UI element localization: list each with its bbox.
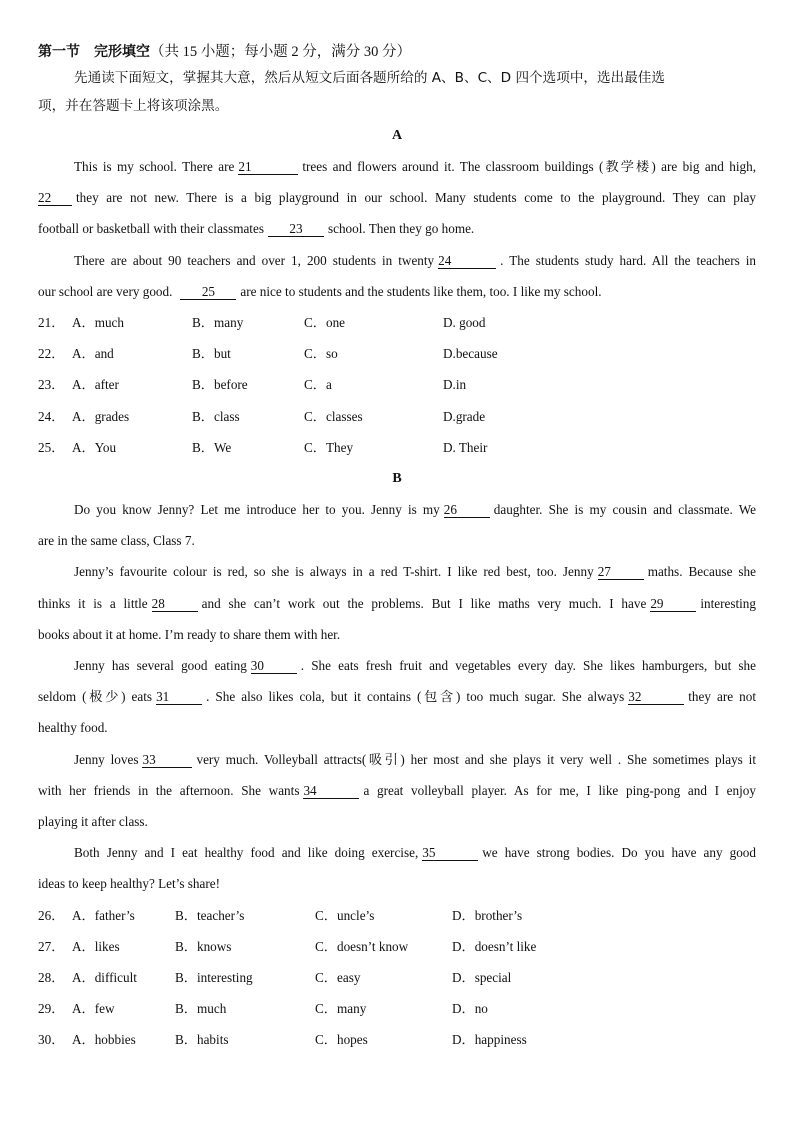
option-b: B．much [175, 1001, 227, 1017]
text: interesting [700, 595, 756, 611]
text: Do you know Jenny? Let me introduce her to you. Jenny is my [74, 501, 440, 517]
option-c: C．so [304, 346, 338, 362]
option-d: D．brother’s [452, 907, 523, 923]
passage-b-title: B [392, 470, 402, 486]
option-a: A．father’s [72, 907, 135, 923]
blank-23: 23 [268, 222, 324, 237]
option-row [38, 993, 756, 1024]
blank-28: 28 [152, 597, 198, 612]
options-b [38, 900, 756, 1056]
option-a: A．after [72, 377, 119, 393]
blank-21: 21 [238, 160, 298, 175]
option-c: C．doesn’t know [315, 938, 409, 954]
question-number: 28． [38, 969, 65, 985]
option-d: D. Their [443, 439, 488, 455]
passage-a-line-5 [38, 276, 756, 307]
passage-a-line-1 [38, 151, 756, 182]
option-a: A．few [72, 1001, 115, 1017]
question-number: 27． [38, 938, 65, 954]
option-a: A．likes [72, 938, 120, 954]
text: seldom (极少) eats [38, 689, 153, 705]
option-row [38, 900, 756, 931]
option-d: D.in [443, 377, 467, 393]
text: Jenny loves [74, 751, 139, 767]
passage-b-line-8: healthy food. [38, 720, 108, 736]
section-heading [38, 40, 756, 64]
option-b: B．many [192, 315, 244, 331]
option-c: C．classes [304, 408, 363, 424]
blank-34: 34 [303, 784, 359, 799]
text: they are not [688, 689, 756, 705]
passage-b-line-7 [38, 681, 756, 712]
passage-b-line-1 [38, 494, 756, 525]
option-b: B．habits [175, 1032, 229, 1048]
option-a: A．grades [72, 408, 130, 424]
option-a: A．and [72, 346, 114, 362]
passage-b-line-3 [38, 556, 756, 587]
text: our school are very good. [38, 283, 173, 299]
option-d: D．happiness [452, 1032, 527, 1048]
blank-29: 29 [650, 597, 696, 612]
option-b: B．class [192, 408, 240, 424]
passage-a-line-3 [38, 213, 756, 244]
blank-31: 31 [156, 690, 202, 705]
text: we have strong bodies. Do you have any good [482, 845, 756, 861]
option-row [38, 307, 756, 338]
text: . She also likes cola, but it contains (包含) too much sugar. She always [206, 689, 625, 705]
question-number: 30． [38, 1032, 65, 1048]
blank-25: 25 [180, 285, 236, 300]
blank-35: 35 [422, 846, 478, 861]
option-c: C．hopes [315, 1032, 368, 1048]
option-b: B．We [192, 439, 232, 455]
passage-b-line-4 [38, 588, 756, 619]
instruction-line-1: 先通读下面短文，掌握其大意，然后从短文后面各题所给的 A、B、C、D 四个选项中，选出最佳选 [74, 70, 665, 86]
text: thinks it is a little [38, 595, 148, 611]
option-row [38, 401, 756, 432]
option-d: D.because [443, 346, 498, 362]
passage-b-line-2: are in the same class, Class 7. [38, 533, 195, 549]
text: they are not new. There is a big playground in our school. Many students come to the playground. They can play [76, 190, 756, 206]
option-c: C．uncle’s [315, 907, 375, 923]
question-number: 26． [38, 907, 65, 923]
text: daughter. She is my cousin and classmate. We [493, 501, 756, 517]
option-a: A．hobbies [72, 1032, 136, 1048]
text: trees and flowers around it. The classroom buildings (教学楼) are big and high, [302, 159, 756, 174]
option-c: C．one [304, 315, 346, 331]
text: school. Then they go home. [327, 221, 475, 237]
option-d: D. good [443, 315, 486, 331]
options-a [38, 307, 756, 463]
text: football or basketball with their classmates [38, 221, 264, 237]
section-title: 第一节 完形填空 [38, 44, 150, 60]
text: with her friends in the afternoon. She wants [38, 782, 300, 798]
text: maths. Because she [647, 564, 757, 580]
text: Jenny has several good eating [74, 657, 247, 673]
option-b: B．before [192, 377, 248, 393]
option-d: D．doesn’t like [452, 938, 537, 954]
blank-26: 26 [444, 503, 490, 518]
passage-a-title: A [391, 128, 403, 143]
passage-b-line-9 [38, 744, 756, 775]
text: There are about 90 teachers and over 1, 200 students in twenty [74, 252, 435, 268]
option-row [38, 369, 756, 400]
text: This is my school. There are [74, 159, 235, 174]
text: Both Jenny and I eat healthy food and like doing exercise, [74, 845, 419, 861]
exam-page [38, 40, 756, 1056]
passage-b-line-5: books about it at home. I’m ready to share them with her. [38, 626, 341, 642]
text: Jenny’s favourite colour is red, so she is always in a red T-shirt. I like red best, too. Jenny [74, 564, 594, 580]
passage-b-line-10 [38, 775, 756, 806]
text: are nice to students and the students like them, too. I like my school. [240, 283, 602, 299]
option-b: B．but [192, 346, 231, 362]
question-number: 29． [38, 1001, 65, 1017]
option-d: D.grade [443, 408, 486, 424]
text: and she can’t work out the problems. But I like maths very much. I have [201, 595, 647, 611]
text: . She eats fresh fruit and vegetables every day. She likes hamburgers, but she [300, 657, 756, 673]
option-c: C．easy [315, 969, 361, 985]
option-b: B．teacher’s [175, 907, 245, 923]
option-a: A．difficult [72, 969, 137, 985]
passage-a-line-2 [38, 182, 756, 213]
passage-b-line-11: playing it after class. [38, 813, 148, 829]
option-a: A．You [72, 439, 117, 455]
question-number: 22． [38, 346, 65, 362]
blank-22: 22 [38, 191, 72, 206]
option-row [38, 1024, 756, 1055]
blank-27: 27 [598, 565, 644, 580]
text: very much. Volleyball attracts(吸引) her most and she plays it very well . She sometimes plays it [196, 751, 756, 767]
option-row [38, 962, 756, 993]
question-number: 21． [38, 315, 65, 331]
instruction-line-2: 项，并在答题卡上将该项涂黑。 [38, 98, 229, 114]
option-row [38, 338, 756, 369]
option-row [38, 432, 756, 463]
option-b: B．knows [175, 938, 232, 954]
option-c: C．They [304, 439, 354, 455]
option-d: D．no [452, 1001, 488, 1017]
question-number: 24． [38, 408, 65, 424]
option-c: C．many [315, 1001, 367, 1017]
section-scoring: （共 15 小题；每小题 2 分，满分 30 分） [150, 44, 411, 60]
blank-32: 32 [628, 690, 684, 705]
text: . The students study hard. All the teachers in [500, 252, 757, 268]
option-d: D．special [452, 969, 512, 985]
passage-b-line-12 [38, 837, 756, 868]
option-a: A．much [72, 315, 125, 331]
blank-30: 30 [251, 659, 297, 674]
blank-24: 24 [438, 254, 496, 269]
passage-a-line-4 [38, 245, 756, 276]
question-number: 25． [38, 439, 65, 455]
blank-33: 33 [142, 753, 192, 768]
option-row [38, 931, 756, 962]
passage-b-line-6 [38, 650, 756, 681]
passage-b-line-13: ideas to keep healthy? Let’s share! [38, 876, 220, 892]
question-number: 23． [38, 377, 65, 393]
option-c: C．a [304, 377, 332, 393]
option-b: B．interesting [175, 969, 253, 985]
text: a great volleyball player. As for me, I like ping-pong and I enjoy [363, 782, 756, 798]
